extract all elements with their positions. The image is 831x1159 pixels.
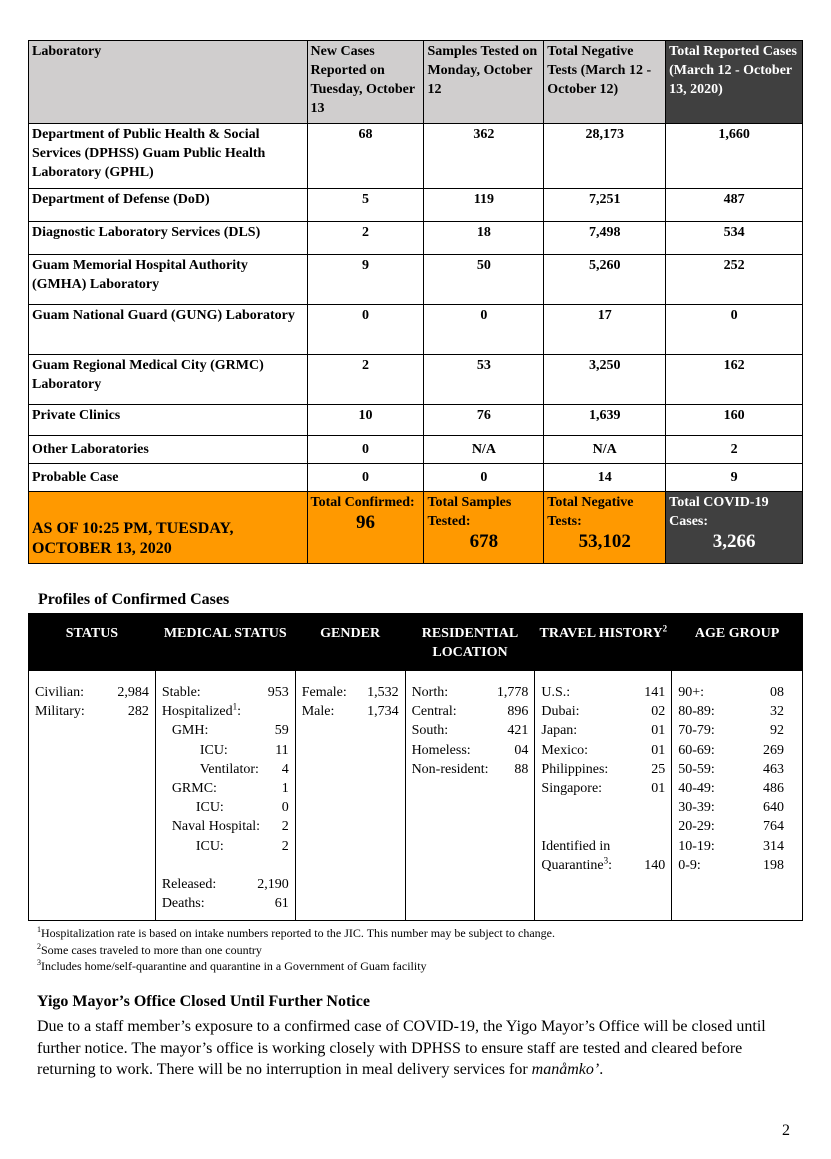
age-row — [678, 837, 784, 856]
travel-cell — [535, 671, 672, 921]
article-heading: Yigo Mayor’s Office Closed Until Further Notice — [37, 993, 370, 1010]
released-row — [162, 875, 289, 894]
footnote-text: Some cases traveled to more than one country — [41, 942, 262, 957]
travel-label: Mexico: — [541, 742, 589, 758]
header-residential-location: RESIDENTIAL LOCATION — [405, 614, 535, 671]
stable-row — [162, 683, 289, 702]
total-negative: 14 — [544, 464, 666, 492]
spacer — [541, 798, 665, 836]
samples-tested: 18 — [424, 222, 544, 255]
lab-row — [29, 405, 803, 436]
header-status: STATUS — [29, 614, 156, 671]
footnote-number: 2 — [37, 941, 41, 951]
residential-label: Central: — [411, 704, 457, 720]
total-reported: 0 — [666, 305, 803, 355]
residential-row — [412, 760, 529, 779]
age-value: 463 — [763, 761, 784, 777]
lab-name: Diagnostic Laboratory Services (DLS) — [29, 222, 308, 255]
lab-row — [29, 305, 803, 355]
grmc-row — [162, 779, 289, 798]
residential-label: South: — [411, 723, 449, 739]
residential-label: North: — [411, 685, 449, 700]
status-label: Military: — [35, 704, 85, 720]
footnote-text: Includes home/self-quarantine and quarantine in a Government of Guam facility — [41, 959, 427, 973]
footnote — [37, 958, 555, 975]
travel-label: Dubai: — [541, 704, 580, 720]
total-reported: 1,660 — [666, 124, 803, 189]
status-cell — [29, 671, 156, 921]
status-value: 2,984 — [117, 685, 149, 700]
lab-name: Guam Memorial Hospital Authority (GMHA) Laboratory — [29, 255, 308, 305]
total-negative-cell — [544, 492, 666, 564]
travel-row — [541, 721, 665, 740]
lab-name: Department of Public Health & Social Services (DPHSS) Guam Public Health Laboratory (GPHL) — [29, 124, 308, 189]
total-cases-cell — [666, 492, 803, 564]
samples-tested: N/A — [424, 436, 544, 464]
grmc-value: 1 — [281, 781, 289, 797]
travel-list — [541, 683, 665, 798]
stable-label: Stable: — [161, 685, 201, 700]
page-number: 2 — [782, 1122, 790, 1139]
samples-tested: 119 — [424, 189, 544, 222]
new-cases: 0 — [307, 464, 424, 492]
header-total-negative: Total Negative Tests (March 12 - October 12) — [544, 41, 666, 124]
total-reported: 160 — [666, 405, 803, 436]
ventilator-row — [162, 760, 289, 779]
travel-history-label: TRAVEL HISTORY — [539, 626, 663, 641]
gmh-row — [162, 721, 289, 740]
travel-value: 141 — [644, 685, 666, 700]
age-label: 50-59: — [678, 761, 715, 777]
travel-value: 02 — [651, 704, 666, 720]
total-confirmed-cell — [307, 492, 424, 564]
total-samples-cell — [424, 492, 544, 564]
footnote-text: Hospitalization rate is based on intake numbers reported to the JIC. This number may be subject to change. — [41, 926, 555, 940]
grmc-icu-row — [162, 798, 289, 817]
residential-value: 88 — [514, 761, 529, 777]
total-negative: 7,498 — [544, 222, 666, 255]
status-row — [35, 702, 149, 721]
quarantine-line1: Identified in — [541, 838, 611, 854]
residential-value: 04 — [514, 742, 529, 758]
total-negative: N/A — [544, 436, 666, 464]
total-negative: 7,251 — [544, 189, 666, 222]
header-new-cases: New Cases Reported on Tuesday, October 13 — [307, 41, 424, 124]
total-confirmed-value: 96 — [356, 512, 375, 533]
samples-tested: 76 — [424, 405, 544, 436]
travel-label: Japan: — [541, 723, 578, 739]
footnote-number: 1 — [37, 925, 41, 934]
travel-label: U.S.: — [541, 685, 571, 700]
total-samples-value: 678 — [469, 531, 499, 552]
lab-name: Guam Regional Medical City (GRMC) Laboratory — [29, 355, 308, 405]
grmc-label: GRMC: — [171, 781, 217, 797]
header-samples-tested: Samples Tested on Monday, October 12 — [424, 41, 544, 124]
samples-tested: 53 — [424, 355, 544, 405]
residential-row — [412, 721, 529, 740]
samples-tested: 0 — [424, 464, 544, 492]
total-negative: 5,260 — [544, 255, 666, 305]
gender-value: 1,532 — [367, 685, 399, 700]
age-label: 80-89: — [678, 704, 715, 720]
lab-row — [29, 436, 803, 464]
age-row — [678, 779, 784, 798]
released-value: 2,190 — [257, 877, 289, 893]
age-value: 08 — [770, 685, 784, 700]
stable-value: 953 — [267, 685, 289, 700]
gmh-icu-value: 11 — [275, 742, 289, 758]
article-body — [37, 1016, 797, 1081]
header-medical-status: MEDICAL STATUS — [155, 614, 295, 671]
total-reported: 9 — [666, 464, 803, 492]
total-negative-label: Total Negative Tests: — [547, 495, 634, 529]
total-reported: 487 — [666, 189, 803, 222]
travel-row — [541, 702, 665, 721]
as-of-label: AS OF 10:25 PM, TUESDAY, OCTOBER 13, 2020 — [29, 492, 308, 564]
age-row — [678, 856, 784, 875]
lab-name: Private Clinics — [29, 405, 308, 436]
quarantine-label-wrap — [541, 856, 612, 875]
hospitalized-label: Hospitalized — [161, 704, 233, 720]
residential-row — [412, 683, 529, 702]
age-row — [678, 798, 784, 817]
new-cases: 10 — [307, 405, 424, 436]
age-row — [678, 683, 784, 702]
travel-label: Philippines: — [541, 761, 609, 777]
age-label: 40-49: — [678, 781, 715, 797]
ventilator-label: Ventilator: — [199, 761, 259, 777]
hospitalized-footnote-ref: 1 — [232, 701, 238, 712]
naval-icu-row — [162, 837, 289, 856]
travel-value: 25 — [651, 761, 666, 777]
hospitalized-row — [162, 702, 289, 721]
status-row — [35, 683, 149, 702]
article-body-text: Due to a staff member’s exposure to a confirmed case of COVID-19, the Yigo Mayor’s Office will be closed until further notice. The mayor’s office is working closely with DPHSS to ensure staff are tested and cleared before returning to work. There will be no interruption in meal delivery services for — [37, 1018, 766, 1078]
samples-tested: 50 — [424, 255, 544, 305]
travel-label: Singapore: — [541, 781, 603, 797]
age-value: 32 — [770, 704, 784, 720]
gender-row — [302, 702, 399, 721]
new-cases: 9 — [307, 255, 424, 305]
travel-footnote-ref: 2 — [662, 623, 668, 634]
age-value: 314 — [763, 838, 784, 854]
naval-icu-label: ICU: — [195, 838, 224, 854]
age-row — [678, 741, 784, 760]
lab-row — [29, 189, 803, 222]
lab-row — [29, 355, 803, 405]
article-italic-word: manåmko’ — [531, 1061, 600, 1078]
grmc-icu-label: ICU: — [195, 800, 224, 816]
lab-name: Department of Defense (DoD) — [29, 189, 308, 222]
age-row — [678, 760, 784, 779]
age-cell — [672, 671, 803, 921]
total-negative: 17 — [544, 305, 666, 355]
travel-row — [541, 683, 665, 702]
naval-icu-value: 2 — [281, 838, 289, 854]
samples-tested: 362 — [424, 124, 544, 189]
header-laboratory: Laboratory — [29, 41, 308, 124]
quarantine-row — [541, 856, 665, 875]
header-age-group: AGE GROUP — [672, 614, 803, 671]
travel-row — [541, 760, 665, 779]
total-confirmed-label: Total Confirmed: — [310, 495, 415, 510]
quarantine-footnote-ref: 3 — [603, 855, 609, 866]
age-row — [678, 817, 784, 836]
hospitalized-colon: : — [237, 704, 241, 720]
travel-row — [541, 779, 665, 798]
age-label: 10-19: — [678, 838, 715, 854]
total-negative-value: 53,102 — [578, 531, 631, 552]
medical-status-cell — [155, 671, 295, 921]
quarantine-colon: : — [608, 857, 612, 873]
header-gender: GENDER — [295, 614, 405, 671]
total-samples-label: Total Samples Tested: — [427, 495, 512, 529]
grmc-icu-value: 0 — [281, 800, 289, 816]
new-cases: 2 — [307, 355, 424, 405]
age-value: 486 — [763, 781, 784, 797]
deaths-value: 61 — [274, 896, 289, 912]
gender-row — [302, 683, 399, 702]
total-negative: 3,250 — [544, 355, 666, 405]
travel-value: 01 — [651, 781, 666, 797]
residential-cell — [405, 671, 535, 921]
naval-row — [162, 817, 289, 836]
residential-value: 1,778 — [496, 685, 529, 700]
new-cases: 2 — [307, 222, 424, 255]
released-label: Released: — [161, 877, 217, 893]
footnotes — [37, 925, 555, 975]
total-reported: 162 — [666, 355, 803, 405]
status-value: 282 — [127, 704, 149, 720]
age-label: 30-39: — [678, 800, 715, 816]
age-value: 198 — [763, 857, 784, 873]
gmh-value: 59 — [274, 723, 289, 739]
samples-tested: 0 — [424, 305, 544, 355]
gender-label: Male: — [301, 704, 335, 720]
total-negative: 28,173 — [544, 124, 666, 189]
age-value: 764 — [763, 819, 784, 835]
lab-row — [29, 124, 803, 189]
age-row — [678, 702, 784, 721]
age-value: 92 — [770, 723, 784, 739]
status-label: Civilian: — [35, 685, 84, 700]
new-cases: 0 — [307, 305, 424, 355]
gender-value: 1,734 — [367, 704, 399, 720]
gender-cell — [295, 671, 405, 921]
total-reported: 252 — [666, 255, 803, 305]
total-reported: 534 — [666, 222, 803, 255]
quarantine-value: 140 — [644, 857, 666, 873]
residential-value: 421 — [507, 723, 529, 739]
naval-value: 2 — [281, 819, 289, 835]
age-label: 20-29: — [678, 819, 715, 835]
spacer — [162, 856, 289, 875]
profiles-title: Profiles of Confirmed Cases — [38, 591, 230, 608]
gmh-icu-label: ICU: — [199, 742, 228, 758]
lab-row — [29, 464, 803, 492]
travel-value: 01 — [651, 723, 666, 739]
lab-name: Probable Case — [29, 464, 308, 492]
gmh-icu-row — [162, 741, 289, 760]
deaths-row — [162, 894, 289, 913]
age-value: 640 — [763, 800, 784, 816]
total-negative: 1,639 — [544, 405, 666, 436]
age-label: 90+: — [678, 685, 705, 700]
new-cases: 68 — [307, 124, 424, 189]
total-reported: 2 — [666, 436, 803, 464]
residential-label: Homeless: — [411, 742, 471, 758]
profiles-table — [28, 613, 803, 921]
footnote-number: 3 — [37, 958, 41, 967]
deaths-label: Deaths: — [161, 896, 205, 912]
age-label: 70-79: — [678, 723, 715, 739]
new-cases: 0 — [307, 436, 424, 464]
age-row — [678, 721, 784, 740]
total-cases-label: Total COVID-19 Cases: — [669, 495, 769, 529]
laboratory-table — [28, 40, 803, 564]
age-value: 269 — [763, 742, 784, 758]
header-travel-history — [535, 614, 672, 671]
gmh-label: GMH: — [171, 723, 209, 739]
age-label: 0-9: — [678, 857, 701, 873]
travel-row — [541, 741, 665, 760]
naval-label: Naval Hospital: — [171, 819, 261, 835]
new-cases: 5 — [307, 189, 424, 222]
lab-name: Guam National Guard (GUNG) Laboratory — [29, 305, 308, 355]
lab-row — [29, 255, 803, 305]
lab-row — [29, 222, 803, 255]
quarantine-label: Quarantine — [541, 857, 604, 873]
residential-row — [412, 702, 529, 721]
footnote — [37, 942, 555, 959]
travel-value: 01 — [651, 742, 666, 758]
footnote — [37, 925, 555, 942]
article-end: . — [599, 1061, 604, 1078]
lab-name: Other Laboratories — [29, 436, 308, 464]
residential-label: Non-resident: — [411, 761, 489, 777]
total-cases-value: 3,266 — [712, 531, 756, 552]
age-label: 60-69: — [678, 742, 715, 758]
gender-label: Female: — [301, 685, 347, 700]
header-total-reported: Total Reported Cases (March 12 - October 13, 2020) — [666, 41, 803, 124]
residential-value: 896 — [507, 704, 529, 720]
residential-row — [412, 741, 529, 760]
ventilator-value: 4 — [281, 761, 289, 777]
